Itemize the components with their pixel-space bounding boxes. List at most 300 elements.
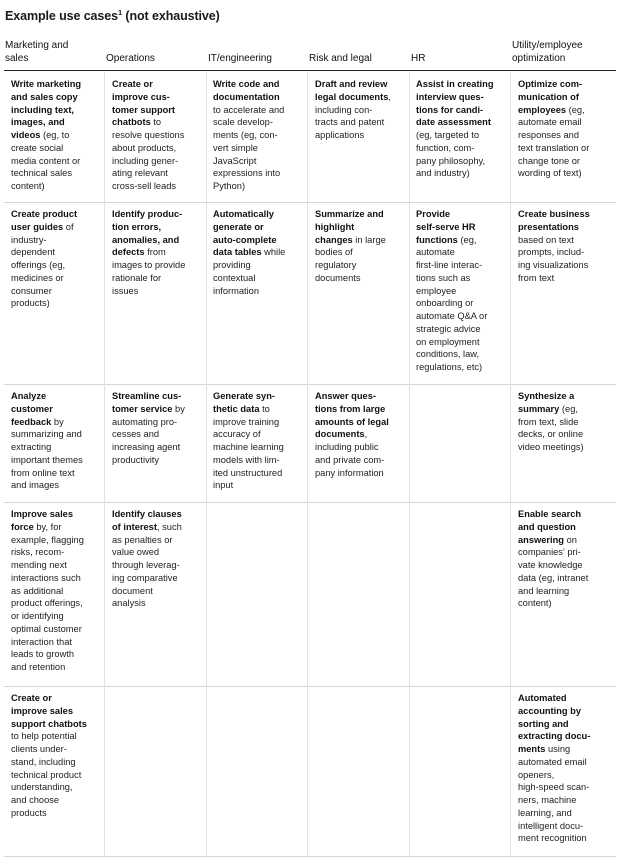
cell-line bbox=[112, 78, 184, 91]
cell-line bbox=[518, 208, 590, 221]
cell-line bbox=[213, 155, 284, 168]
cell-bold-text: Summarize and bbox=[315, 209, 384, 219]
cell-line bbox=[213, 390, 284, 403]
cell-text: technical product bbox=[11, 769, 82, 780]
cell-text: contextual bbox=[213, 272, 256, 283]
cell-bold-text: auto-complete bbox=[213, 234, 277, 245]
cell-line bbox=[416, 91, 494, 104]
cell-line bbox=[112, 546, 182, 559]
table-cell bbox=[112, 508, 182, 610]
table-cell bbox=[315, 208, 386, 285]
cell-line bbox=[416, 142, 494, 155]
cell-bold-text: Improve sales bbox=[11, 509, 74, 519]
cell-bold-text: Create or bbox=[112, 79, 153, 89]
cell-text: product offerings, bbox=[11, 598, 83, 609]
cell-text: based on text bbox=[518, 234, 574, 245]
cell-text: , bbox=[388, 91, 391, 102]
cell-line bbox=[518, 272, 590, 285]
cell-text: summarizing and bbox=[11, 429, 82, 440]
cell-text: by, for bbox=[33, 521, 62, 532]
cell-line bbox=[112, 285, 185, 298]
cell-bold-text: summary bbox=[518, 403, 560, 414]
cell-line bbox=[11, 705, 87, 718]
cell-text: data (eg, intranet bbox=[518, 572, 589, 583]
cell-text: as penalties or bbox=[112, 534, 173, 545]
cell-text: from bbox=[144, 247, 166, 258]
cell-line bbox=[11, 428, 83, 441]
cell-line bbox=[213, 129, 284, 142]
cell-line bbox=[213, 272, 285, 285]
cell-text: intelligent docu- bbox=[518, 820, 584, 831]
cell-line bbox=[315, 416, 389, 429]
cell-text: tions such as bbox=[416, 272, 471, 283]
cell-line bbox=[518, 167, 589, 180]
cell-bold-text: force bbox=[11, 521, 34, 532]
cell-text: conditions, law, bbox=[416, 349, 480, 360]
cell-text: ment recognition bbox=[518, 833, 587, 844]
cell-line bbox=[11, 116, 81, 129]
cell-bold-text: defects bbox=[112, 247, 145, 258]
cell-text: risks, recom- bbox=[11, 547, 65, 558]
cell-text: on bbox=[563, 534, 577, 545]
cell-line bbox=[11, 718, 87, 731]
column-header-hr bbox=[411, 53, 425, 66]
cell-line bbox=[213, 246, 285, 259]
cell-text: expressions into bbox=[213, 168, 281, 179]
cell-text: and private com- bbox=[315, 454, 385, 465]
cell-line bbox=[315, 272, 386, 285]
cell-bold-text: generate or bbox=[213, 221, 264, 232]
cell-text: Python) bbox=[213, 181, 246, 191]
cell-bold-text: tomer support bbox=[112, 104, 176, 115]
cell-text: products) bbox=[11, 298, 50, 309]
cell-text: document bbox=[112, 585, 153, 596]
row-divider bbox=[4, 202, 616, 203]
cell-line bbox=[518, 221, 590, 234]
cell-text: applications bbox=[315, 130, 365, 140]
cell-line bbox=[518, 246, 590, 259]
cell-line bbox=[112, 585, 182, 598]
cell-line bbox=[416, 78, 494, 91]
cell-bold-text: changes bbox=[315, 234, 353, 245]
cell-line bbox=[112, 559, 182, 572]
cell-text: including con- bbox=[315, 104, 373, 115]
cell-bold-text: including text, bbox=[11, 104, 75, 115]
cell-line bbox=[315, 246, 386, 259]
cell-line bbox=[213, 441, 284, 454]
title-text: Example use cases bbox=[5, 9, 118, 23]
column-divider bbox=[206, 72, 207, 858]
cell-text: or identifying bbox=[11, 611, 64, 621]
cell-text: pany philosophy, bbox=[416, 155, 486, 166]
cell-line bbox=[112, 508, 182, 521]
cell-text: wording of text) bbox=[518, 168, 582, 179]
cell-text: important themes bbox=[11, 454, 83, 465]
cell-bold-text: Draft and review bbox=[315, 79, 388, 89]
cell-text: onboarding or bbox=[416, 298, 474, 309]
cell-line bbox=[11, 769, 87, 782]
column-divider bbox=[307, 72, 308, 858]
cell-bold-text: Automatically bbox=[213, 209, 274, 219]
cell-bold-text: Generate syn- bbox=[213, 391, 276, 401]
cell-text: content) bbox=[518, 598, 552, 609]
cell-line bbox=[11, 454, 83, 467]
column-header-line: IT/engineering bbox=[208, 53, 272, 64]
cell-line bbox=[112, 155, 184, 168]
cell-line bbox=[315, 208, 386, 221]
cell-line bbox=[11, 534, 84, 547]
cell-text: as additional bbox=[11, 585, 64, 596]
cell-line bbox=[518, 585, 588, 598]
cell-line bbox=[315, 234, 386, 247]
cell-line bbox=[518, 403, 584, 416]
cell-line bbox=[416, 297, 487, 310]
cell-bold-text: amounts of legal bbox=[315, 416, 389, 427]
cell-line bbox=[11, 648, 84, 661]
cell-line bbox=[315, 403, 389, 416]
cell-bold-text: and question bbox=[518, 521, 576, 532]
cell-bold-text: Create product bbox=[11, 209, 78, 219]
cell-line bbox=[11, 390, 83, 403]
cell-text: regulatory bbox=[315, 260, 357, 270]
cell-text: to bbox=[259, 403, 270, 414]
cell-line bbox=[11, 559, 84, 572]
cell-line bbox=[11, 272, 77, 285]
cell-line bbox=[213, 285, 285, 298]
cell-bold-text: Streamline cus- bbox=[112, 391, 182, 401]
cell-line bbox=[11, 155, 81, 168]
row-divider bbox=[4, 686, 616, 687]
cell-text: from text, slide bbox=[518, 416, 579, 427]
cell-line bbox=[112, 441, 185, 454]
cell-text: including public bbox=[315, 442, 379, 452]
cell-line bbox=[315, 259, 386, 272]
cell-line bbox=[315, 91, 391, 104]
cell-text: information bbox=[213, 285, 259, 296]
column-header-utility bbox=[512, 40, 583, 65]
cell-text: automate bbox=[416, 247, 455, 258]
cell-line bbox=[11, 285, 77, 298]
cell-bold-text: customer bbox=[11, 403, 53, 414]
cell-text: text translation or bbox=[518, 142, 590, 153]
cell-line bbox=[518, 794, 590, 807]
cell-bold-text: interview ques- bbox=[416, 91, 484, 102]
table-cell bbox=[416, 208, 487, 374]
title-note: (not exhaustive) bbox=[125, 9, 220, 23]
cell-line bbox=[11, 572, 84, 585]
cell-line bbox=[213, 221, 285, 234]
cell-text: ing comparative bbox=[112, 572, 178, 583]
table-cell bbox=[11, 78, 81, 193]
cell-bold-text: Write code and bbox=[213, 79, 280, 89]
title-footnote-marker: 1 bbox=[117, 7, 123, 17]
cell-line bbox=[112, 416, 185, 429]
cell-line bbox=[416, 129, 494, 142]
cell-text: interaction that bbox=[11, 636, 72, 647]
cell-text: clients under- bbox=[11, 744, 67, 754]
cell-bold-text: documents bbox=[315, 429, 365, 440]
cell-line bbox=[213, 116, 284, 129]
cell-line bbox=[11, 610, 84, 623]
cell-line bbox=[213, 259, 285, 272]
cell-line bbox=[213, 167, 284, 180]
cell-line bbox=[315, 129, 391, 142]
cell-bold-text: improve sales bbox=[11, 705, 74, 716]
cell-line bbox=[11, 167, 81, 180]
cell-line bbox=[112, 234, 185, 247]
cell-text: regulations, etc) bbox=[416, 362, 483, 372]
cell-line bbox=[518, 705, 590, 718]
cell-line bbox=[11, 416, 83, 429]
cell-line bbox=[416, 336, 487, 349]
cell-bold-text: tion errors, bbox=[112, 221, 162, 232]
cell-text: first-line interac- bbox=[416, 260, 483, 270]
cell-line bbox=[416, 323, 487, 336]
cell-line bbox=[112, 142, 184, 155]
cell-line bbox=[11, 807, 87, 820]
cell-line bbox=[518, 116, 589, 129]
cell-bold-text: highlight bbox=[315, 221, 355, 232]
cell-text: value owed bbox=[112, 547, 160, 558]
cell-text: consumer bbox=[11, 285, 52, 296]
cell-text: example, flagging bbox=[11, 534, 84, 545]
cell-line bbox=[11, 129, 81, 142]
cell-bold-text: images, and bbox=[11, 117, 65, 128]
cell-line bbox=[518, 832, 590, 845]
cell-line bbox=[213, 104, 284, 117]
cell-line bbox=[315, 78, 391, 91]
cell-bold-text: sorting and bbox=[518, 718, 569, 729]
cell-bold-text: Write marketing bbox=[11, 79, 82, 89]
cell-line bbox=[112, 180, 184, 193]
cell-text: openers, bbox=[518, 769, 555, 780]
page-title bbox=[5, 9, 220, 23]
cell-text: industry- bbox=[11, 234, 47, 245]
cell-line bbox=[112, 272, 185, 285]
cell-line bbox=[416, 246, 487, 259]
cell-text: offerings (eg, bbox=[11, 260, 66, 270]
cell-bold-text: extracting docu- bbox=[518, 731, 591, 742]
cell-line bbox=[112, 534, 182, 547]
cell-text: from online text bbox=[11, 467, 75, 478]
cell-line bbox=[315, 104, 391, 117]
cell-line bbox=[11, 636, 84, 649]
cell-line bbox=[11, 521, 84, 534]
cell-text: learning, and bbox=[518, 807, 572, 818]
cell-text: improve training bbox=[213, 416, 280, 427]
column-header-it bbox=[208, 53, 272, 66]
cell-line bbox=[112, 246, 185, 259]
cell-text: models with lim- bbox=[213, 454, 280, 465]
table-cell bbox=[11, 390, 83, 492]
cell-text: images to provide bbox=[112, 260, 186, 270]
cell-line bbox=[112, 129, 184, 142]
cell-text: analysis bbox=[112, 598, 146, 609]
cell-line bbox=[416, 361, 487, 374]
cell-bold-text: Analyze bbox=[11, 391, 47, 401]
cell-line bbox=[112, 428, 185, 441]
cell-text: optimal customer bbox=[11, 623, 82, 634]
cell-line bbox=[213, 467, 284, 480]
cell-bold-text: improve cus- bbox=[112, 91, 170, 102]
cell-line bbox=[112, 259, 185, 272]
cell-bold-text: and sales copy bbox=[11, 91, 78, 102]
cell-text: to help potential bbox=[11, 731, 77, 742]
cell-line bbox=[518, 534, 588, 547]
cell-text: products bbox=[11, 807, 47, 818]
cell-line bbox=[11, 479, 83, 492]
cell-line bbox=[518, 142, 589, 155]
table-cell bbox=[213, 390, 284, 492]
cell-text: in large bbox=[352, 234, 386, 245]
cell-text: dependent bbox=[11, 247, 55, 258]
table-cell bbox=[518, 78, 589, 180]
cell-line bbox=[11, 585, 84, 598]
cell-line bbox=[315, 454, 389, 467]
cell-bold-text: data tables bbox=[213, 247, 262, 258]
cell-text: and images bbox=[11, 480, 60, 491]
cell-bold-text: functions bbox=[416, 234, 458, 245]
cell-line bbox=[518, 259, 590, 272]
cell-line bbox=[112, 116, 184, 129]
cell-line bbox=[11, 78, 81, 91]
cell-bold-text: documentation bbox=[213, 91, 280, 102]
cell-text: companies' pri- bbox=[518, 547, 581, 558]
cell-line bbox=[11, 234, 77, 247]
cell-bold-text: of interest bbox=[112, 521, 157, 532]
cell-line bbox=[518, 521, 588, 534]
cell-text: employee bbox=[416, 285, 457, 296]
cell-text: automate email bbox=[518, 117, 582, 128]
cell-line bbox=[213, 208, 285, 221]
cell-text: documents bbox=[315, 272, 361, 283]
cell-text: JavaScript bbox=[213, 155, 257, 166]
cell-text: providing bbox=[213, 260, 251, 270]
cell-line bbox=[11, 597, 84, 610]
cell-line bbox=[112, 521, 182, 534]
column-header-risk bbox=[309, 53, 372, 66]
cell-text: about products, bbox=[112, 142, 177, 153]
cell-line bbox=[112, 597, 182, 610]
cell-text: responses and bbox=[518, 130, 579, 140]
cell-text: pany information bbox=[315, 467, 384, 478]
column-header-marketing bbox=[5, 40, 68, 65]
cell-text: to bbox=[150, 117, 162, 128]
cell-line bbox=[315, 441, 389, 454]
cell-line bbox=[518, 546, 588, 559]
cell-text: create social bbox=[11, 142, 64, 153]
cell-line bbox=[11, 781, 87, 794]
cell-line bbox=[416, 104, 494, 117]
cell-bold-text: presentations bbox=[518, 221, 579, 232]
cell-text: issues bbox=[112, 285, 139, 296]
table-cell bbox=[518, 390, 584, 454]
cell-text: automated email bbox=[518, 756, 587, 767]
table-cell bbox=[315, 390, 389, 479]
cell-line bbox=[416, 221, 487, 234]
cell-line bbox=[11, 104, 81, 117]
cell-bold-text: date assessment bbox=[416, 117, 491, 128]
cell-line bbox=[11, 743, 87, 756]
table-cell bbox=[112, 208, 185, 297]
cell-line bbox=[416, 234, 487, 247]
cell-line bbox=[213, 403, 284, 416]
cell-text: strategic advice bbox=[416, 323, 481, 334]
cell-line bbox=[11, 441, 83, 454]
cell-bold-text: Provide bbox=[416, 209, 451, 219]
cell-line bbox=[11, 246, 77, 259]
table-cell bbox=[518, 508, 588, 610]
cell-text: prompts, includ- bbox=[518, 247, 585, 258]
cell-text: , such bbox=[156, 521, 182, 532]
cell-bold-text: Identify clauses bbox=[112, 509, 182, 519]
cell-line bbox=[315, 116, 391, 129]
cell-text: using bbox=[545, 744, 571, 754]
cell-bold-text: tions from large bbox=[315, 403, 386, 414]
cell-line bbox=[315, 221, 386, 234]
cell-line bbox=[518, 559, 588, 572]
cell-line bbox=[518, 155, 589, 168]
column-divider bbox=[510, 72, 511, 858]
cell-line bbox=[213, 454, 284, 467]
column-header-line: HR bbox=[411, 53, 426, 64]
cell-line bbox=[416, 208, 487, 221]
cell-line bbox=[112, 167, 184, 180]
cell-text: (eg, to bbox=[40, 130, 70, 140]
cell-text: extracting bbox=[11, 442, 52, 452]
cell-bold-text: employees bbox=[518, 104, 567, 115]
cell-text: high-speed scan- bbox=[518, 782, 590, 793]
cell-bold-text: videos bbox=[11, 130, 41, 140]
cell-text: ments (eg, con- bbox=[213, 130, 278, 140]
table-cell bbox=[518, 208, 590, 285]
cell-bold-text: ments bbox=[518, 744, 546, 754]
cell-line bbox=[11, 91, 81, 104]
table-cell bbox=[11, 692, 87, 820]
cell-line bbox=[518, 756, 590, 769]
cell-line bbox=[11, 467, 83, 480]
cell-bold-text: anomalies, and bbox=[112, 234, 180, 245]
cell-line bbox=[518, 91, 589, 104]
cell-line bbox=[11, 142, 81, 155]
column-divider bbox=[104, 72, 105, 858]
cell-text: bodies of bbox=[315, 247, 353, 258]
column-header-line: sales bbox=[5, 52, 29, 64]
cell-line bbox=[518, 743, 590, 756]
cell-text: (eg, bbox=[566, 104, 585, 115]
cell-text: rationale for bbox=[112, 272, 162, 283]
cell-line bbox=[518, 441, 584, 454]
cell-line bbox=[416, 285, 487, 298]
cell-line bbox=[416, 310, 487, 323]
cell-bold-text: thetic data bbox=[213, 403, 260, 414]
column-divider bbox=[409, 72, 410, 858]
cell-line bbox=[518, 416, 584, 429]
cell-line bbox=[11, 661, 84, 674]
cell-line bbox=[213, 78, 284, 91]
cell-bold-text: Create business bbox=[518, 209, 590, 219]
cell-line bbox=[213, 479, 284, 492]
cell-text: decks, or online bbox=[518, 429, 584, 440]
cell-bold-text: user guides bbox=[11, 221, 64, 232]
cell-text: by bbox=[172, 403, 185, 414]
cell-text: input bbox=[213, 480, 234, 491]
header-rule bbox=[4, 70, 616, 71]
cell-line bbox=[315, 390, 389, 403]
cell-bold-text: Create or bbox=[11, 693, 52, 703]
cell-bold-text: Assist in creating bbox=[416, 79, 494, 89]
cell-text: leads to growth bbox=[11, 649, 75, 660]
